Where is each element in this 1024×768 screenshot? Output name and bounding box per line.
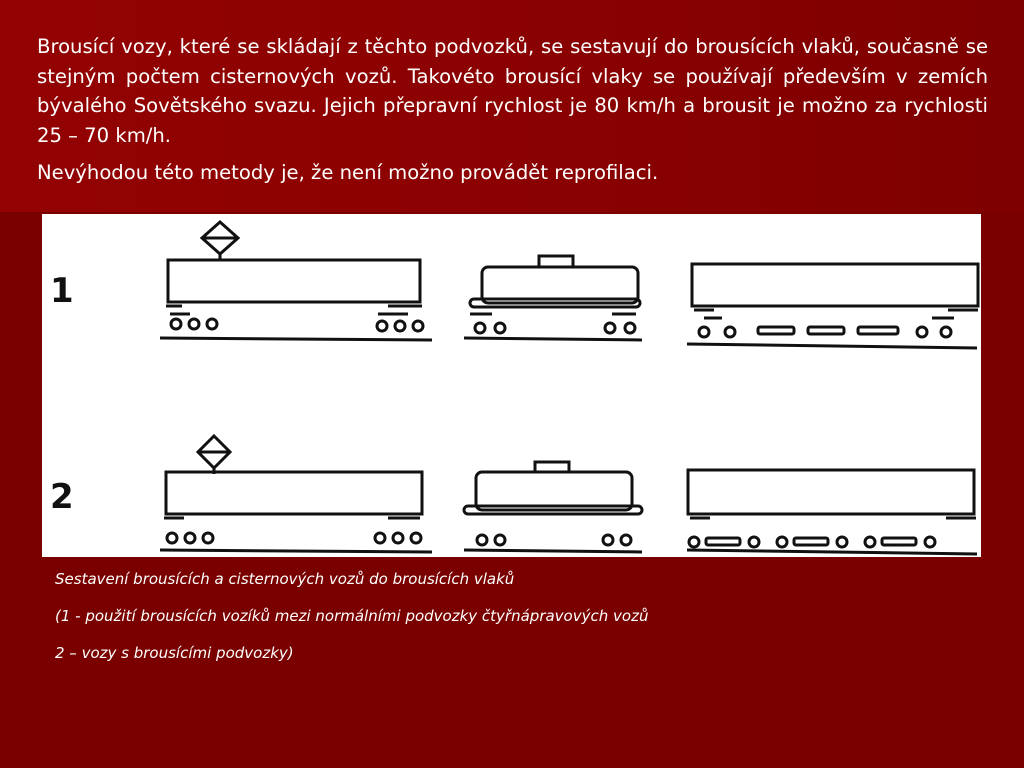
tank-wagon-2 [476,472,632,510]
caption-line-3: 2 – vozy s brousícími podvozky) [55,644,294,662]
train-diagram [42,214,981,557]
caption-line-1: Sestavení brousících a cisternových vozů do brousících vlaků [55,570,515,588]
wagon-body-2a [166,472,422,514]
wagon-body-1a [168,260,420,302]
row-label-1: 1 [50,271,74,311]
wagon-body-2c [688,470,974,514]
wagon-body-1c [692,264,978,306]
paragraph-2: Nevýhodou této metody je, že není možno provádět reprofilaci. [37,161,659,184]
wheels-row-1 [171,319,951,337]
figure-captions [55,570,648,681]
caption-line-2: (1 - použití brousících vozíků mezi normálními podvozky čtyřnápravových vozů [55,607,649,625]
pantograph-1 [202,222,238,260]
paragraph-1: Brousící vozy, které se skládají z těchto podvozků, se sestavují do brousících vlaků, současně se stejným počtem cisternových vozů. Takovéto brousící vlaky se používají především v zemích bývalého Sovětského svazu. Jejich přepravní rychlost je 80 km/h a brousit je možno za rychlosti 25 – 70 km/h. [37,35,988,147]
pantograph-2 [198,436,230,474]
row-label-2: 2 [50,477,74,517]
body-text [37,32,988,188]
wheels-row-2 [167,533,935,547]
